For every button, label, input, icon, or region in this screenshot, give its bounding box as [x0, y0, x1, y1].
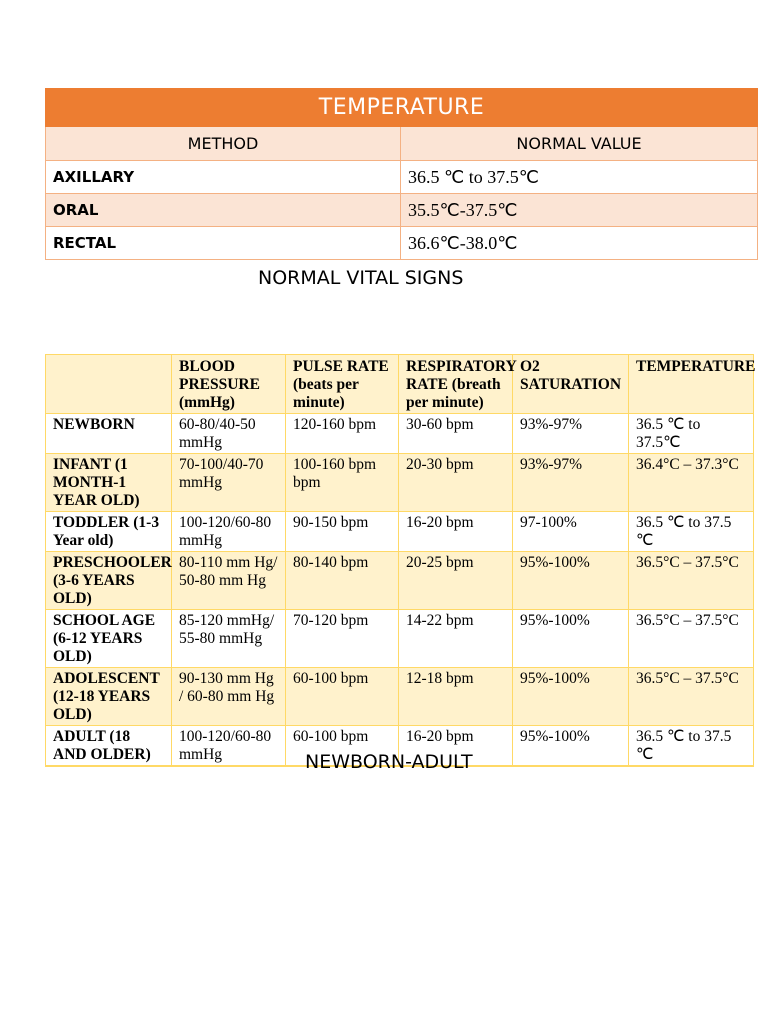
o2-saturation-cell: 95%-100% — [513, 610, 629, 668]
age-group-cell: TODDLER (1-3 Year old) — [46, 512, 172, 552]
temperature-title: TEMPERATURE — [46, 89, 758, 127]
pulse-rate-cell: 70-120 bpm — [286, 610, 399, 668]
vital-signs-table — [45, 354, 754, 767]
age-group-cell: PRESCHOOLER (3-6 YEARS OLD) — [46, 552, 172, 610]
age-group-cell: NEWBORN — [46, 414, 172, 454]
blood-pressure-cell: 100-120/60-80 mmHg — [172, 726, 286, 767]
table-row — [46, 552, 754, 610]
o2-saturation-cell: 95%-100% — [513, 552, 629, 610]
age-group-cell: ADULT (18 AND OLDER) — [46, 726, 172, 767]
pulse-rate-cell: 90-150 bpm — [286, 512, 399, 552]
normal-value-header: NORMAL VALUE — [401, 127, 758, 161]
table-row — [46, 414, 754, 454]
age-group-cell: INFANT (1 MONTH-1 YEAR OLD) — [46, 454, 172, 512]
vitals-heading: NORMAL VITAL SIGNS — [258, 267, 464, 289]
temperature-row — [46, 161, 758, 194]
pulse-rate-cell: 60-100 bpm — [286, 726, 399, 767]
newborn-adult-heading: NEWBORN-ADULT — [305, 751, 473, 773]
o2-saturation-cell: 93%-97% — [513, 414, 629, 454]
temperature-cell: 36.5°C – 37.5°C — [629, 552, 754, 610]
blood-pressure-cell: 60-80/40-50 mmHg — [172, 414, 286, 454]
pulse-rate-cell: 80-140 bpm — [286, 552, 399, 610]
blood-pressure-cell: 80-110 mm Hg/ 50-80 mm Hg — [172, 552, 286, 610]
age-group-cell: ADOLESCENT (12-18 YEARS OLD) — [46, 668, 172, 726]
temperature-cell: 36.5 ℃ to 37.5 ℃ — [629, 726, 754, 767]
age-group-cell: SCHOOL AGE (6-12 YEARS OLD) — [46, 610, 172, 668]
value-cell: 35.5℃-37.5℃ — [401, 194, 758, 227]
temperature-row — [46, 227, 758, 260]
o2-saturation-cell: 97-100% — [513, 512, 629, 552]
pulse-rate-cell: 120-160 bpm — [286, 414, 399, 454]
temperature-table — [45, 88, 758, 260]
respiratory-rate-cell: 16-20 bpm — [399, 512, 513, 552]
group-header — [46, 355, 172, 414]
method-cell: RECTAL — [46, 227, 401, 260]
table-row — [46, 454, 754, 512]
o2-saturation-header: O2 SATURATION — [513, 355, 629, 414]
respiratory-rate-cell: 30-60 bpm — [399, 414, 513, 454]
method-cell: ORAL — [46, 194, 401, 227]
temperature-row — [46, 194, 758, 227]
o2-saturation-cell: 93%-97% — [513, 454, 629, 512]
respiratory-rate-cell: 14-22 bpm — [399, 610, 513, 668]
table-row — [46, 668, 754, 726]
pulse-rate-cell: 100-160 bpm bpm — [286, 454, 399, 512]
o2-saturation-cell: 95%-100% — [513, 726, 629, 767]
vitals-header-row — [46, 355, 754, 414]
temperature-cell: 36.5°C – 37.5°C — [629, 610, 754, 668]
pulse-rate-header: PULSE RATE (beats per minute) — [286, 355, 399, 414]
temperature-cell: 36.4°C – 37.3°C — [629, 454, 754, 512]
blood-pressure-cell: 85-120 mmHg/ 55-80 mmHg — [172, 610, 286, 668]
respiratory-rate-cell: 20-25 bpm — [399, 552, 513, 610]
blood-pressure-cell: 70-100/40-70 mmHg — [172, 454, 286, 512]
method-cell: AXILLARY — [46, 161, 401, 194]
blood-pressure-cell: 100-120/60-80 mmHg — [172, 512, 286, 552]
temperature-cell: 36.5 ℃ to 37.5℃ — [629, 414, 754, 454]
value-cell: 36.6℃-38.0℃ — [401, 227, 758, 260]
value-cell: 36.5 ℃ to 37.5℃ — [401, 161, 758, 194]
method-header: METHOD — [46, 127, 401, 161]
blood-pressure-cell: 90-130 mm Hg / 60-80 mm Hg — [172, 668, 286, 726]
table-row — [46, 610, 754, 668]
respiratory-rate-cell: 20-30 bpm — [399, 454, 513, 512]
table-row — [46, 512, 754, 552]
temperature-header: TEMPERATURE — [629, 355, 754, 414]
temperature-cell: 36.5 ℃ to 37.5 ℃ — [629, 512, 754, 552]
blood-pressure-header: BLOOD PRESSURE (mmHg) — [172, 355, 286, 414]
respiratory-rate-cell: 12-18 bpm — [399, 668, 513, 726]
pulse-rate-cell: 60-100 bpm — [286, 668, 399, 726]
respiratory-rate-cell: 16-20 bpm — [399, 726, 513, 767]
o2-saturation-cell: 95%-100% — [513, 668, 629, 726]
temperature-cell: 36.5°C – 37.5°C — [629, 668, 754, 726]
respiratory-rate-header: RESPIRATORY RATE (breath per minute) — [399, 355, 513, 414]
